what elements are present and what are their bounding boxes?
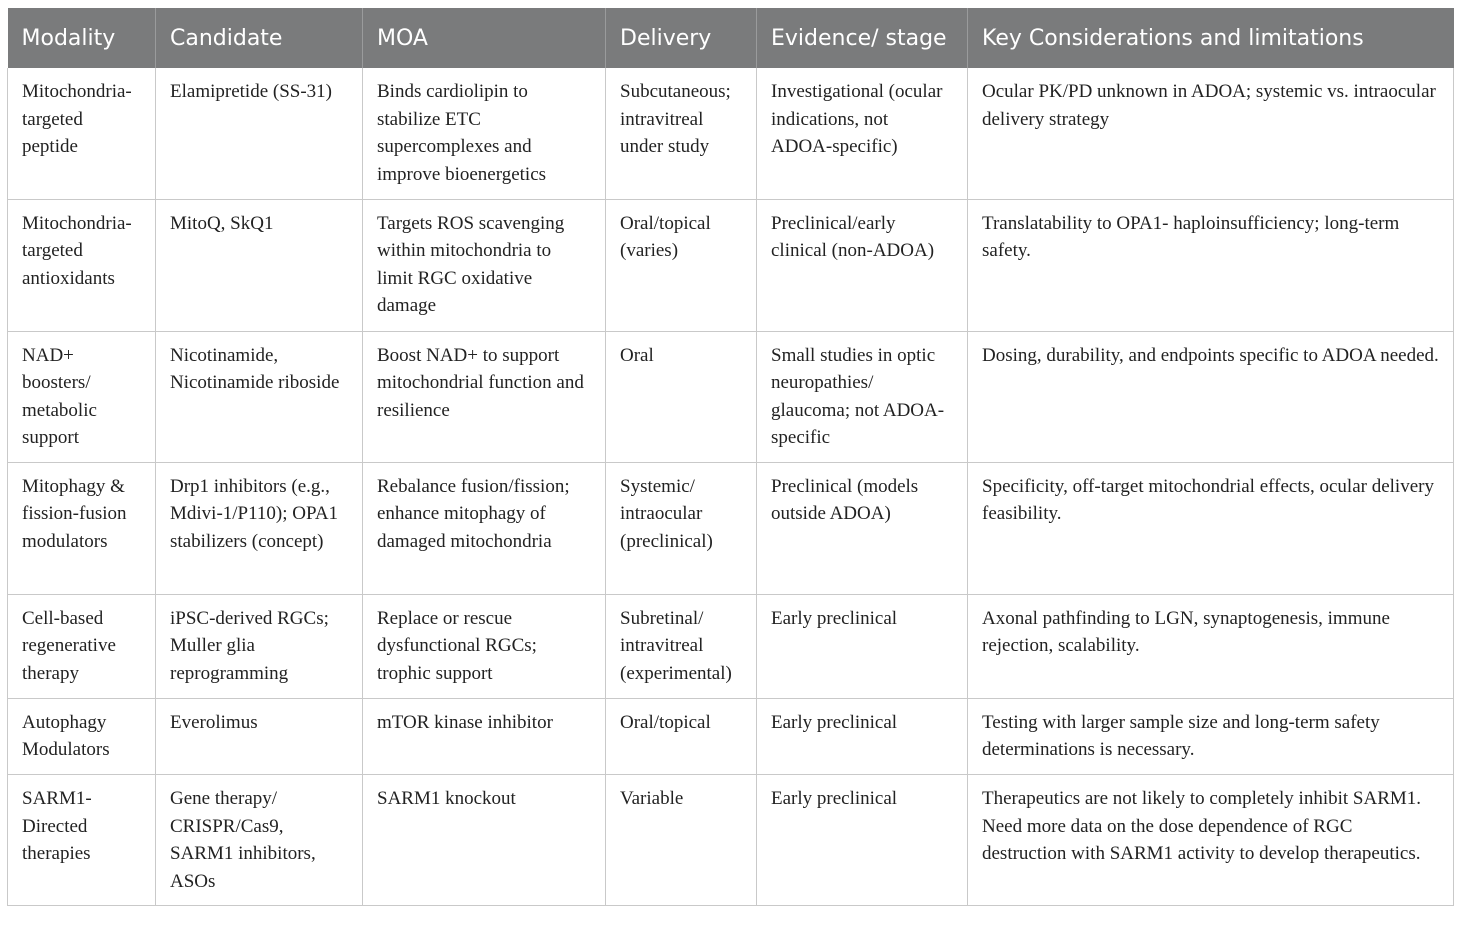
table-row bbox=[8, 331, 1454, 462]
cell-delivery: Oral/topical (varies) bbox=[606, 199, 757, 331]
cell-moa: Binds cardiolipin to stabilize ETC supercomplexes and improve bioenergetics bbox=[363, 68, 606, 199]
cell-moa: Boost NAD+ to support mitochondrial function and resilience bbox=[363, 331, 606, 462]
cell-evidence: Preclinical (models outside ADOA) bbox=[757, 462, 968, 594]
header-delivery: Delivery bbox=[606, 8, 757, 68]
cell-candidate: Nicotinamide, Nicotinamide riboside bbox=[156, 331, 363, 462]
header-moa: MOA bbox=[363, 8, 606, 68]
cell-evidence: Early preclinical bbox=[757, 775, 968, 906]
table-row bbox=[8, 462, 1454, 594]
cell-considerations: Axonal pathfinding to LGN, synaptogenesis, immune rejection, scalability. bbox=[968, 594, 1454, 698]
cell-candidate: Drp1 inhibitors (e.g., Mdivi-1/P110); OPA1 stabilizers (concept) bbox=[156, 462, 363, 594]
cell-moa: Targets ROS scavenging within mitochondria to limit RGC oxidative damage bbox=[363, 199, 606, 331]
cell-considerations: Ocular PK/PD unknown in ADOA; systemic vs. intraocular delivery strategy bbox=[968, 68, 1454, 199]
cell-moa: SARM1 knockout bbox=[363, 775, 606, 906]
therapies-table-container bbox=[7, 8, 1453, 906]
cell-candidate: Gene therapy/ CRISPR/Cas9, SARM1 inhibitors, ASOs bbox=[156, 775, 363, 906]
cell-delivery: Subcutaneous; intravitreal under study bbox=[606, 68, 757, 199]
cell-modality: SARM1-Directed therapies bbox=[8, 775, 156, 906]
cell-considerations: Dosing, durability, and endpoints specific to ADOA needed. bbox=[968, 331, 1454, 462]
cell-candidate: Elamipretide (SS-31) bbox=[156, 68, 363, 199]
cell-delivery: Systemic/ intraocular (preclinical) bbox=[606, 462, 757, 594]
header-modality: Modality bbox=[8, 8, 156, 68]
cell-considerations: Testing with larger sample size and long-term safety determinations is necessary. bbox=[968, 698, 1454, 774]
cell-evidence: Preclinical/early clinical (non-ADOA) bbox=[757, 199, 968, 331]
cell-modality: Mitophagy & fission-fusion modulators bbox=[8, 462, 156, 594]
table-row bbox=[8, 775, 1454, 906]
cell-evidence: Investigational (ocular indications, not ADOA-specific) bbox=[757, 68, 968, 199]
header-row bbox=[8, 8, 1454, 68]
cell-considerations: Specificity, off-target mitochondrial effects, ocular delivery feasibility. bbox=[968, 462, 1454, 594]
cell-considerations: Translatability to OPA1- haploinsufficiency; long-term safety. bbox=[968, 199, 1454, 331]
cell-moa: Rebalance fusion/fission; enhance mitophagy of damaged mitochondria bbox=[363, 462, 606, 594]
table-row bbox=[8, 68, 1454, 199]
cell-candidate: iPSC-derived RGCs; Muller glia reprogramming bbox=[156, 594, 363, 698]
table-row bbox=[8, 594, 1454, 698]
cell-delivery: Oral bbox=[606, 331, 757, 462]
cell-modality: Autophagy Modulators bbox=[8, 698, 156, 774]
cell-delivery: Oral/topical bbox=[606, 698, 757, 774]
cell-modality: Mitochondria-targeted peptide bbox=[8, 68, 156, 199]
cell-candidate: Everolimus bbox=[156, 698, 363, 774]
cell-modality: NAD+ boosters/ metabolic support bbox=[8, 331, 156, 462]
cell-moa: Replace or rescue dysfunctional RGCs; trophic support bbox=[363, 594, 606, 698]
cell-evidence: Small studies in optic neuropathies/ glaucoma; not ADOA-specific bbox=[757, 331, 968, 462]
cell-considerations: Therapeutics are not likely to completely inhibit SARM1. Need more data on the dose dependence of RGC destruction with SARM1 activity to develop therapeutics. bbox=[968, 775, 1454, 906]
cell-evidence: Early preclinical bbox=[757, 698, 968, 774]
cell-delivery: Variable bbox=[606, 775, 757, 906]
therapies-table bbox=[7, 8, 1454, 906]
header-evidence-stage: Evidence/ stage bbox=[757, 8, 968, 68]
cell-delivery: Subretinal/ intravitreal (experimental) bbox=[606, 594, 757, 698]
header-candidate: Candidate bbox=[156, 8, 363, 68]
cell-candidate: MitoQ, SkQ1 bbox=[156, 199, 363, 331]
cell-moa: mTOR kinase inhibitor bbox=[363, 698, 606, 774]
cell-modality: Cell-based regenerative therapy bbox=[8, 594, 156, 698]
cell-modality: Mitochondria-targeted antioxidants bbox=[8, 199, 156, 331]
cell-evidence: Early preclinical bbox=[757, 594, 968, 698]
table-row bbox=[8, 698, 1454, 774]
table-row bbox=[8, 199, 1454, 331]
header-key-considerations: Key Considerations and limitations bbox=[968, 8, 1454, 68]
